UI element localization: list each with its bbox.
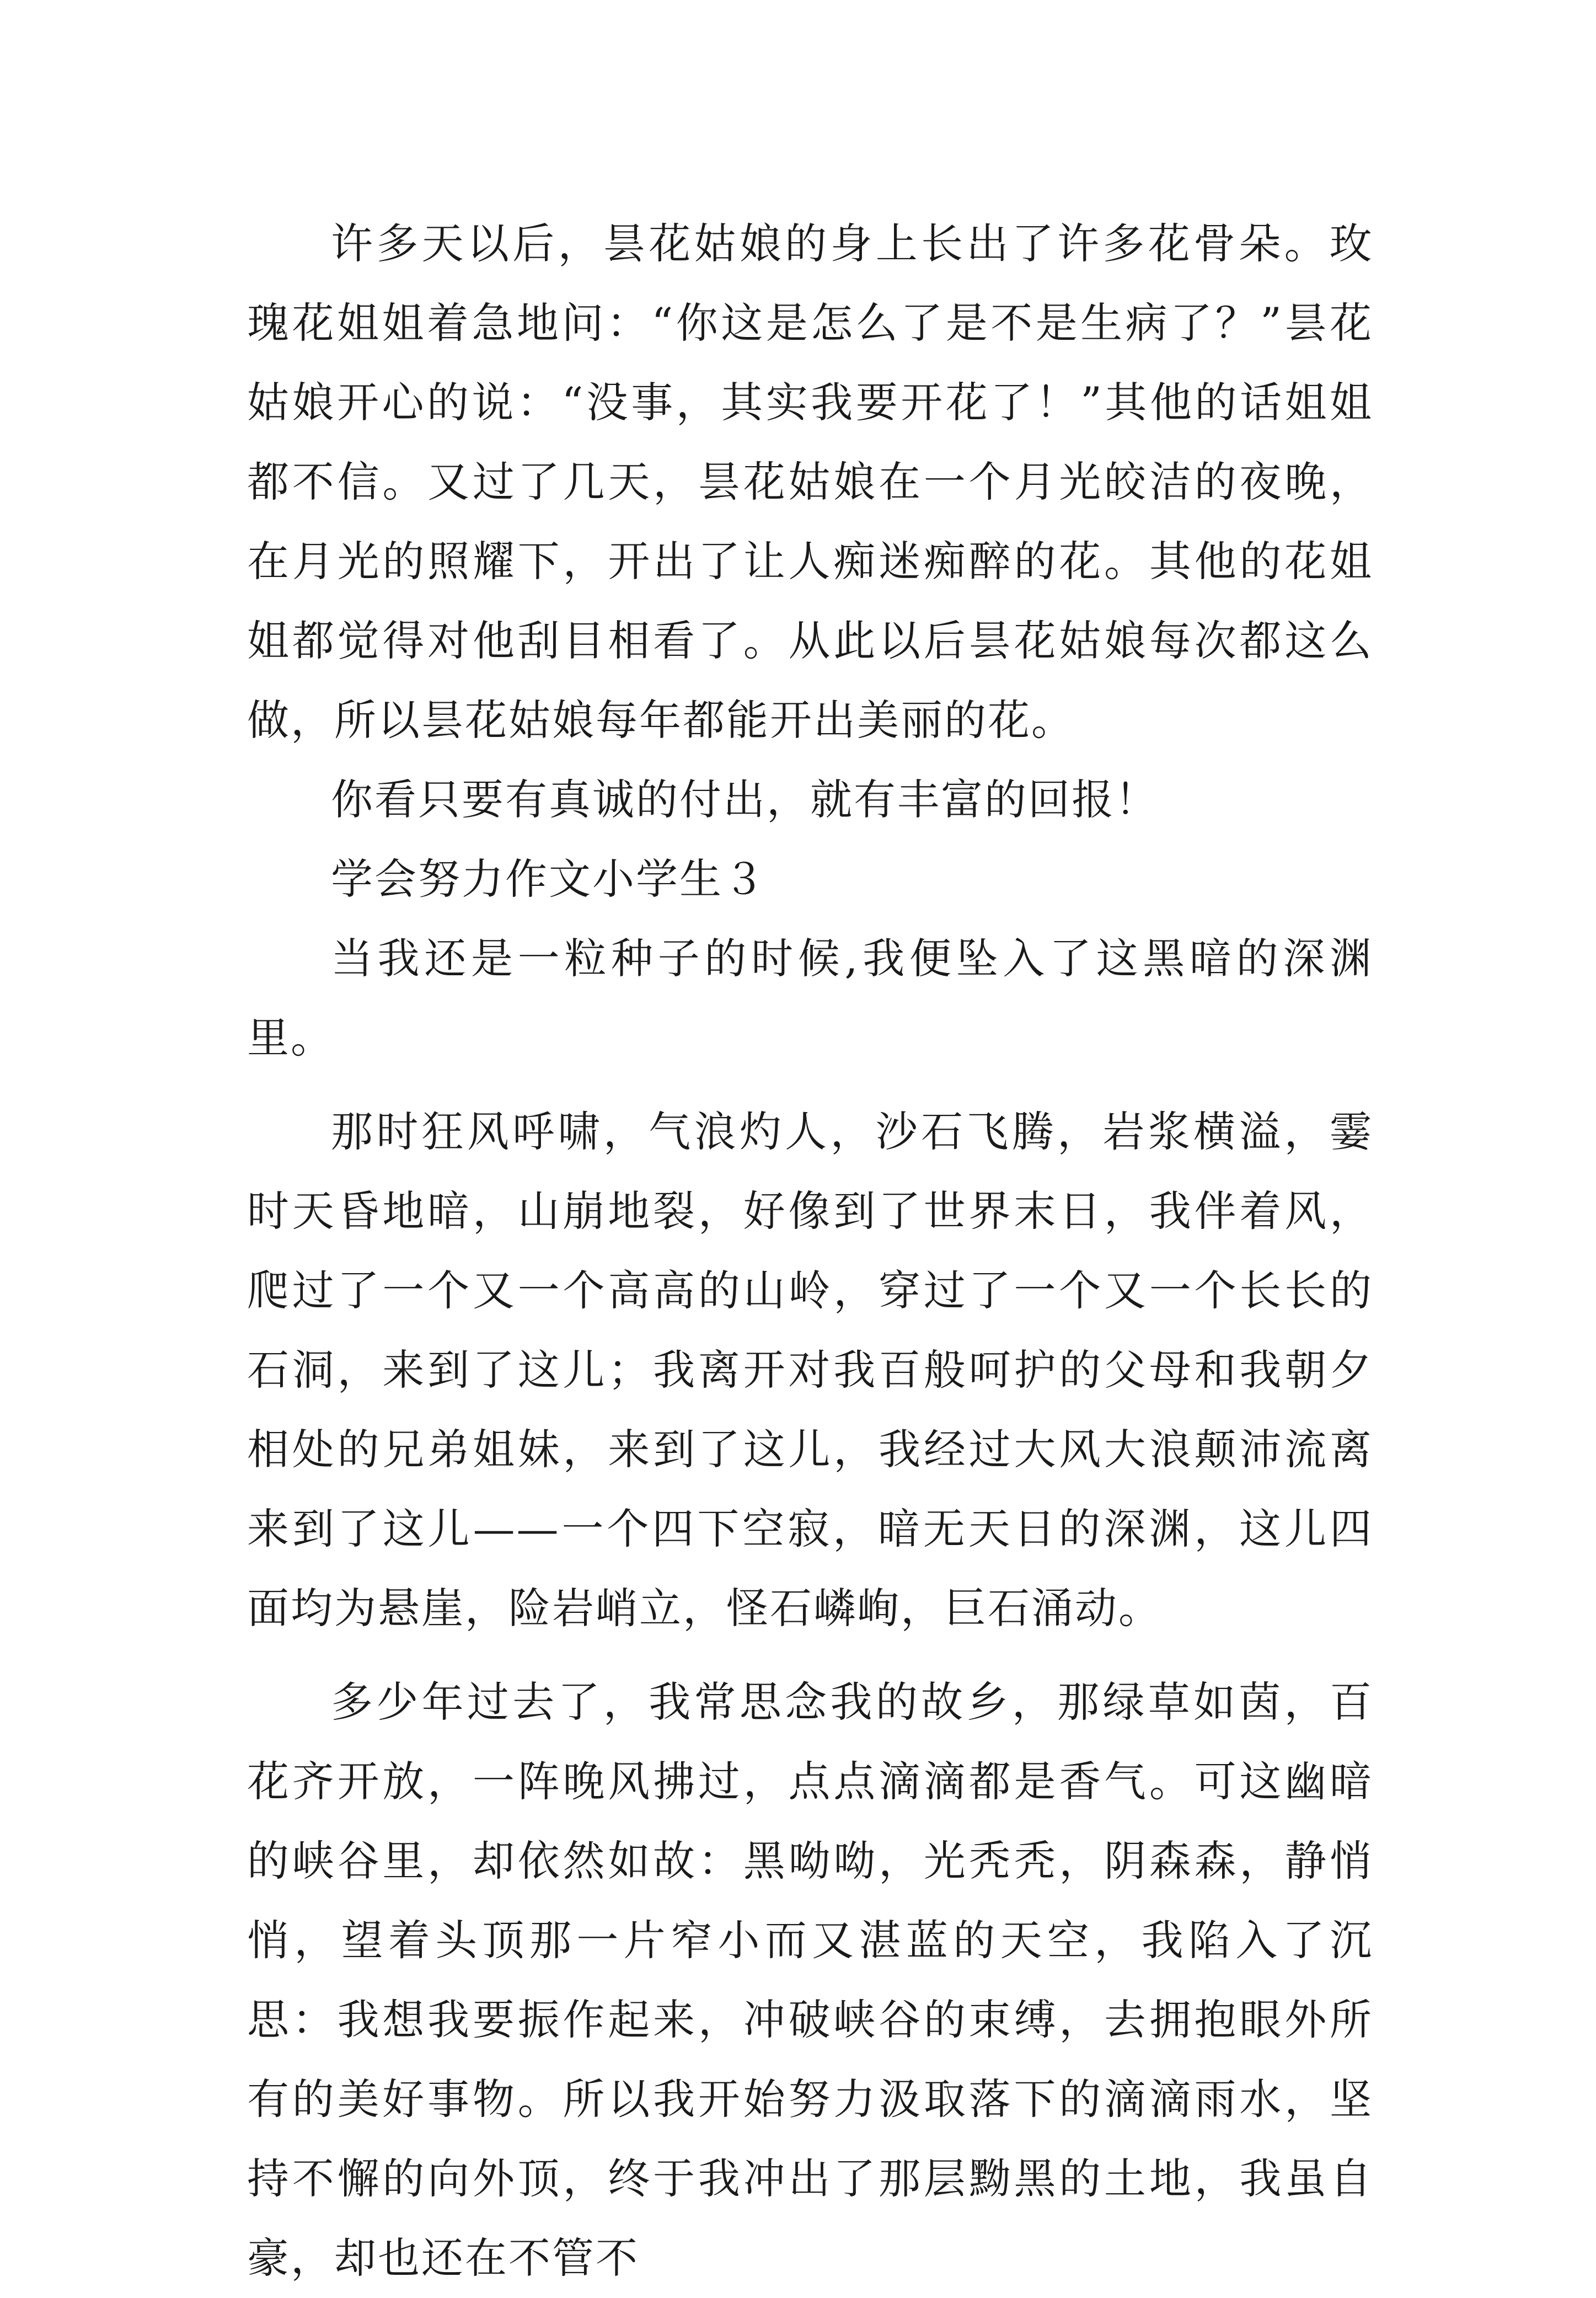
paragraph-growth: 多少年过去了，我常思念我的故乡，那绿草如茵，百花齐开放，一阵晚风拂过，点点滴滴都是香气。可这幽暗的峡谷里，却依然如故：黑呦呦，光秃秃，阴森森，静悄悄，望着头顶那一片窄小而又湛蓝的天空，我陷入了沉思：我想我要振作起来，冲破峡谷的束缚，去拥抱眼外所有的美好事物。所以我开始努力汲取落下的滴滴雨水，坚持不懈的向外顶，终于我冲出了那层黝黑的土地，我虽自豪，却也还在不管不 — [247, 1677, 1373, 2283]
essay-title: 学会努力作文小学生３ — [331, 854, 767, 904]
paragraph-moral: 你看只要有真诚的付出，就有丰富的回报！ — [331, 775, 1159, 824]
paragraph-seed-intro: 当我还是一粒种子的时候,我便坠入了这黑暗的深渊里。 — [247, 934, 1373, 1062]
paragraph-journey: 那时狂风呼啸，气浪灼人，沙石飞腾，岩浆横溢，霎时天昏地暗，山崩地裂，好像到了世界末日，我伴着风，爬过了一个又一个高高的山岭，穿过了一个又一个长长的石洞，来到了这儿；我离开对我百般呵护的父母和我朝夕相处的兄弟姐妹，来到了这儿，我经过大风大浪颠沛流离来到了这儿——一个四下空寂，暗无天日的深渊，这儿四面均为悬崖，险岩峭立，怪石嶙峋，巨石涌动。 — [247, 1107, 1373, 1633]
document-body — [247, 204, 1373, 2298]
paragraph-story-ending: 许多天以后，昙花姑娘的身上长出了许多花骨朵。玫瑰花姐姐着急地问：“你这是怎么了是不是生病了？”昙花姑娘开心的说：“没事，其实我要开花了！”其他的话姐姐都不信。又过了几天，昙花姑娘在一个月光皎洁的夜晚，在月光的照耀下，开出了让人痴迷痴醉的花。其他的花姐姐都觉得对他刮目相看了。从此以后昙花姑娘每次都这么做，所以昙花姑娘每年都能开出美丽的花。 — [247, 219, 1373, 745]
